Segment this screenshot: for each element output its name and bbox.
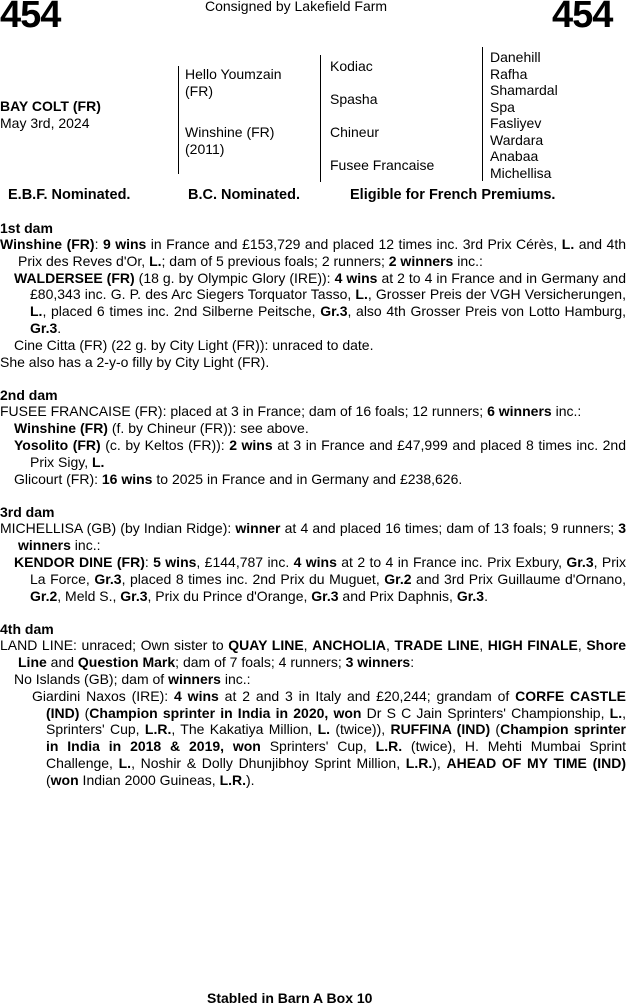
granddam-maternal: Fusee Francaise — [330, 157, 435, 173]
stabling-info: Stabled in Barn A Box 10 — [207, 990, 373, 1006]
produce-entry: Yosolito (FR) (c. by Keltos (FR)): 2 wins at 3 in France and £47,999 and placed 8 times inc. 2nd Prix Sigy, L. — [14, 436, 627, 470]
catalogue-body — [0, 220, 626, 789]
foaling-date: May 3rd, 2024 — [0, 115, 90, 131]
horse-name: BAY COLT (FR) — [0, 98, 101, 114]
lot-number-right: 454 — [552, 0, 613, 36]
pedigree-divider-1 — [178, 66, 179, 174]
dam-entry: LAND LINE: unraced; Own sister to QUAY LINE, ANCHOLIA, TRADE LINE, HIGH FINALE, Shore Line and Question Mark; dam of 7 foals; 4 runners; 3 winners: — [0, 637, 627, 671]
produce-entry: Glicourt (FR): 16 wins to 2025 in France and in Germany and £238,626. — [14, 470, 463, 487]
french-premiums: Eligible for French Premiums. — [350, 187, 556, 203]
produce-entry: KENDOR DINE (FR): 5 wins, £144,787 inc. 4 wins at 2 to 4 in France inc. Prix Exbury, Gr.3, Prix La Force, Gr.3, placed 8 times inc. 2nd Prix du Muguet, Gr.2 and 3rd Prix Guillaume d'Ornano, Gr.2, Meld S., Gr.3, Prix du Prince d'Orange, Gr.3 and Prix Daphnis, Gr.3. — [14, 553, 626, 604]
produce-entry: WALDERSEE (FR) (18 g. by Olympic Glory (IRE)): 4 wins at 2 to 4 in France and in Germany and £80,343 inc. G. P. des Arc Siegers Torquator Tasso, L., Grosser Preis der VGH Versicherungen, L., placed 6 times inc. 2nd Silberne Peitsche, Gr.3, also 4th Grosser Preis von Lotto Hamburg, Gr.3. — [14, 269, 627, 336]
dam-note: She also has a 2-y-o filly by City Light (FR). — [0, 353, 270, 370]
consignor: Consigned by Lakefield Farm — [205, 0, 388, 14]
section-4th-dam: 4th dam — [0, 621, 54, 638]
dam: Winshine (FR) (2011) — [185, 124, 275, 157]
produce-entry: Winshine (FR) (f. by Chineur (FR)): see above. — [14, 420, 309, 437]
dam-entry: MICHELLISA (GB) (by Indian Ridge): winner at 4 and placed 16 times; dam of 13 foals; 9 runners; 3 winners inc.: — [0, 520, 627, 554]
bc-nomination: B.C. Nominated. — [188, 187, 300, 203]
grandsire-paternal: Kodiac — [330, 58, 373, 74]
sire: Hello Youmzain (FR) — [185, 66, 282, 99]
produce-entry: Cine Citta (FR) (22 g. by City Light (FR)): unraced to date. — [14, 336, 374, 353]
grandsire-maternal: Chineur — [330, 124, 380, 140]
dam-entry: Winshine (FR): 9 wins in France and £153,729 and placed 12 times inc. 3rd Prix Cérès, L. and 4th Prix des Reves d'Or, L.; dam of 5 previous foals; 2 runners; 2 winners inc.: — [0, 236, 626, 269]
pedigree-divider-3 — [482, 47, 483, 181]
produce-entry: Giardini Naxos (IRE): 4 wins at 2 and 3 in Italy and £20,244; grandam of CORFE CASTLE (IND) (Champion sprinter in India in 2020, won Dr S C Jain Sprinters' Championship, L., Sprinters' Cup, L.R., The Kakatiya Million, L. (twice)), RUFFINA (IND) (Champion sprinter in India in 2018 & 2019, won Sprinters' Cup, L.R. (twice), H. Mehti Mumbai Sprint Challenge, L., Noshir & Dolly Dhunjibhoy Sprint Million, L.R.), AHEAD OF MY TIME (IND) (won Indian 2000 Guineas, L.R.). — [32, 687, 627, 788]
dam-entry: FUSEE FRANCAISE (FR): placed at 3 in France; dam of 16 foals; 12 runners; 6 winners inc.: — [0, 403, 582, 420]
section-2nd-dam: 2nd dam — [0, 387, 58, 404]
granddam-paternal: Spasha — [330, 91, 378, 107]
ebf-nomination: E.B.F. Nominated. — [8, 187, 131, 203]
great-grandparents: Danehill Rafha Shamardal Spa Fasliyev Wardara Anabaa Michellisa — [490, 49, 558, 181]
lot-number-left: 454 — [0, 0, 61, 36]
section-1st-dam: 1st dam — [0, 220, 53, 236]
section-3rd-dam: 3rd dam — [0, 504, 55, 521]
pedigree-divider-2 — [320, 55, 321, 182]
produce-entry: No Islands (GB); dam of winners inc.: — [14, 670, 251, 687]
